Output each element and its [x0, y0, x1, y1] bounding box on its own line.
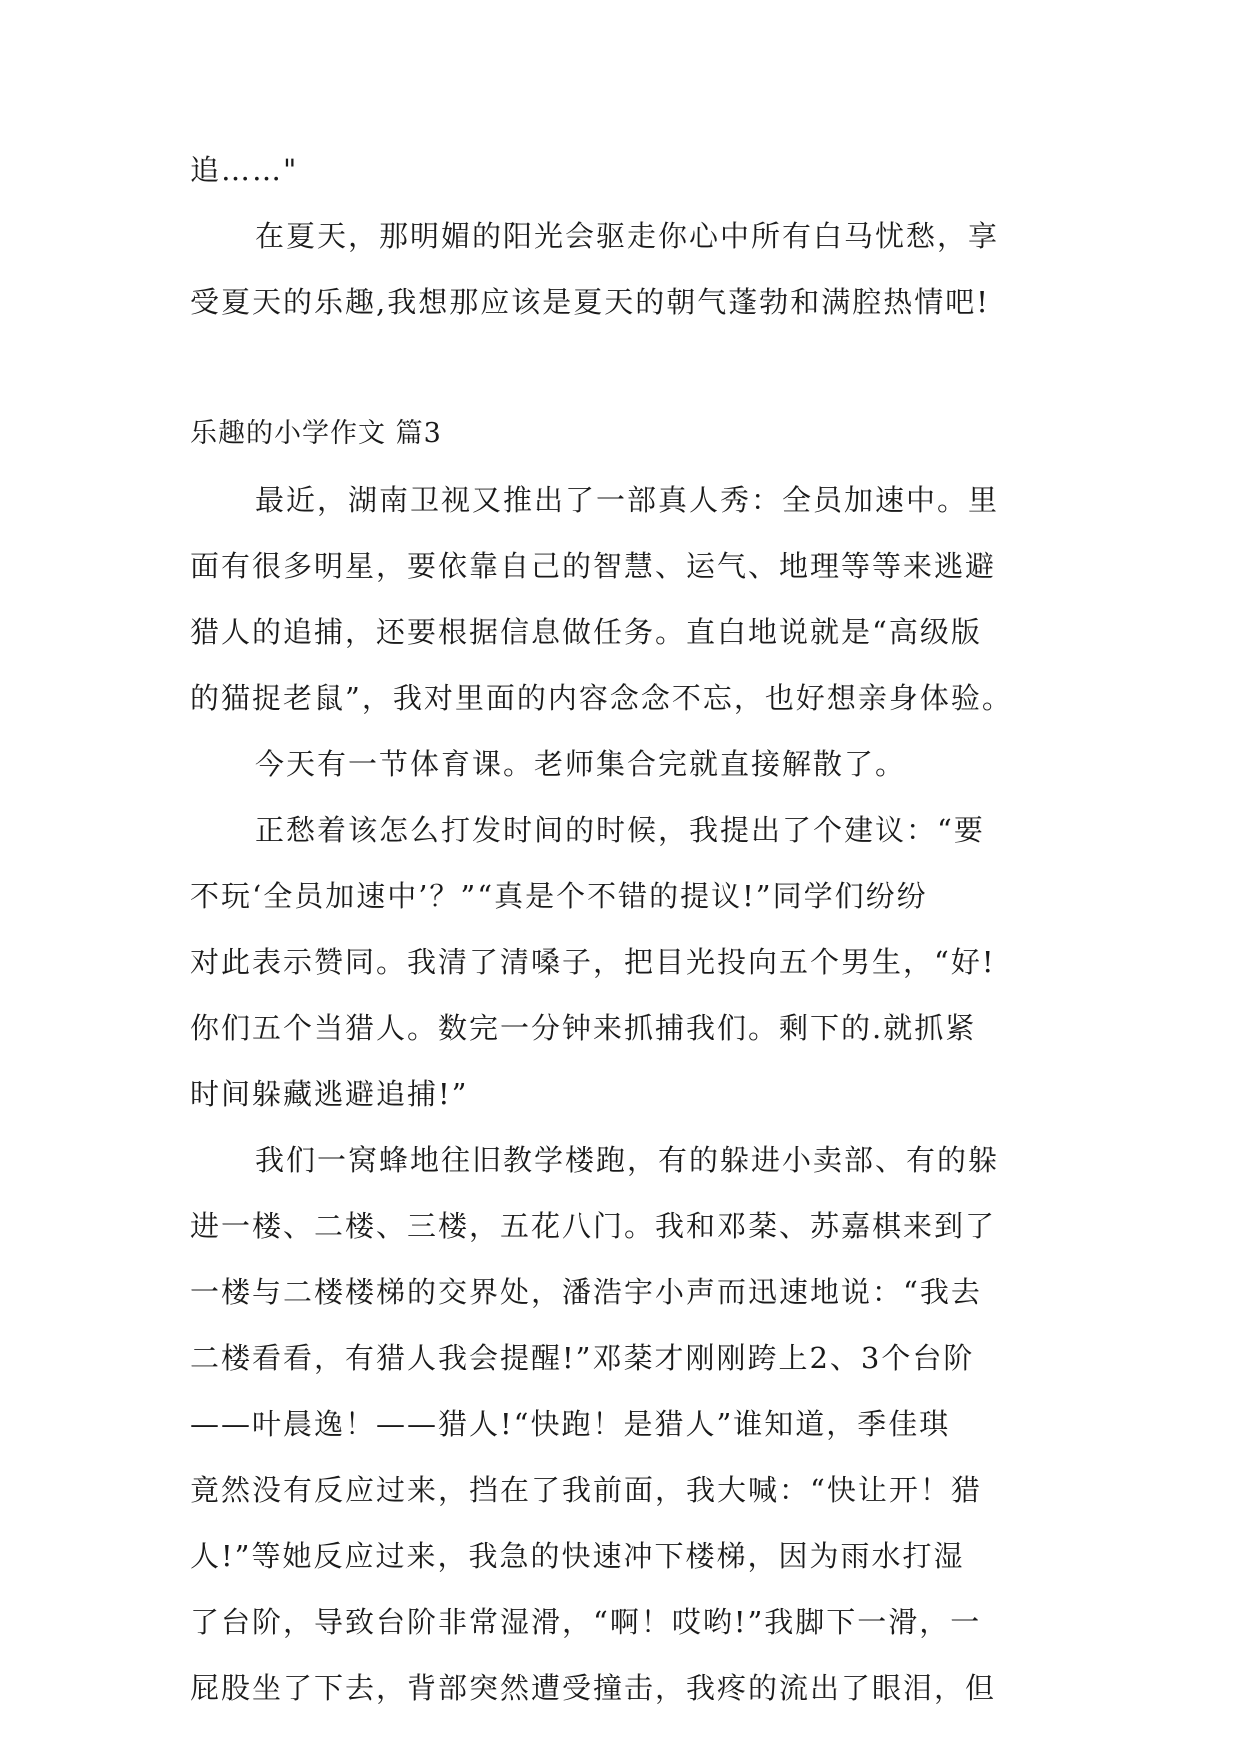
text-line: 不玩‘全员加速中’？”“真是个不错的提议!”同学们纷纷 — [190, 879, 928, 913]
text-line: 面有很多明星，要依靠自己的智慧、运气、地理等等来逃避 — [190, 549, 997, 583]
section-heading: 乐趣的小学作文 篇3 — [190, 418, 442, 449]
text-line: 竟然没有反应过来，挡在了我前面，我大喊：“快让开！猎 — [190, 1473, 982, 1507]
text-line: 一楼与二楼楼梯的交界处，潘浩宇小声而迅速地说：“我去 — [190, 1275, 982, 1309]
text-line: 今天有一节体育课。老师集合完就直接解散了。 — [255, 747, 907, 781]
text-line: 在夏天，那明媚的阳光会驱走你心中所有白马忧愁，享 — [255, 219, 1000, 253]
text-line: 人!”等她反应过来，我急的快速冲下楼梯，因为雨水打湿 — [190, 1539, 965, 1573]
text-line: ——叶晨逸！——猎人!“快跑！是猎人”谁知道，季佳琪 — [190, 1407, 951, 1441]
text-line: 我们一窝蜂地往旧教学楼跑，有的躲进小卖部、有的躲 — [255, 1143, 1000, 1177]
text-line: 猎人的追捕，还要根据信息做任务。直白地说就是“高级版 — [190, 615, 982, 649]
text-line: 正愁着该怎么打发时间的时候，我提出了个建议：“要 — [255, 813, 985, 847]
text-line: 的猫捉老鼠”，我对里面的内容念念不忘，也好想亲身体验。 — [190, 681, 1013, 715]
text-line: 屁股坐了下去，背部突然遭受撞击，我疼的流出了眼泪，但 — [190, 1671, 997, 1705]
text-line: 对此表示赞同。我清了清嗓子，把目光投向五个男生，“好! — [190, 945, 996, 979]
text-line: 二楼看看，有猎人我会提醒!”邓棻才刚刚跨上2、3个台阶 — [190, 1341, 975, 1375]
text-line: 最近，湖南卫视又推出了一部真人秀：全员加速中。里 — [255, 483, 1000, 517]
text-line: 追……" — [190, 153, 299, 187]
text-line: 时间躲藏逃避追捕!” — [190, 1077, 469, 1111]
text-line: 受夏天的乐趣,我想那应该是夏天的朝气蓬勃和满腔热情吧! — [190, 285, 990, 319]
text-line: 你们五个当猎人。数完一分钟来抓捕我们。剩下的.就抓紧 — [190, 1011, 977, 1045]
text-line: 进一楼、二楼、三楼，五花八门。我和邓棻、苏嘉棋来到了 — [190, 1209, 997, 1243]
text-line: 了台阶，导致台阶非常湿滑，“啊！哎哟!”我脚下一滑，一 — [190, 1605, 982, 1639]
